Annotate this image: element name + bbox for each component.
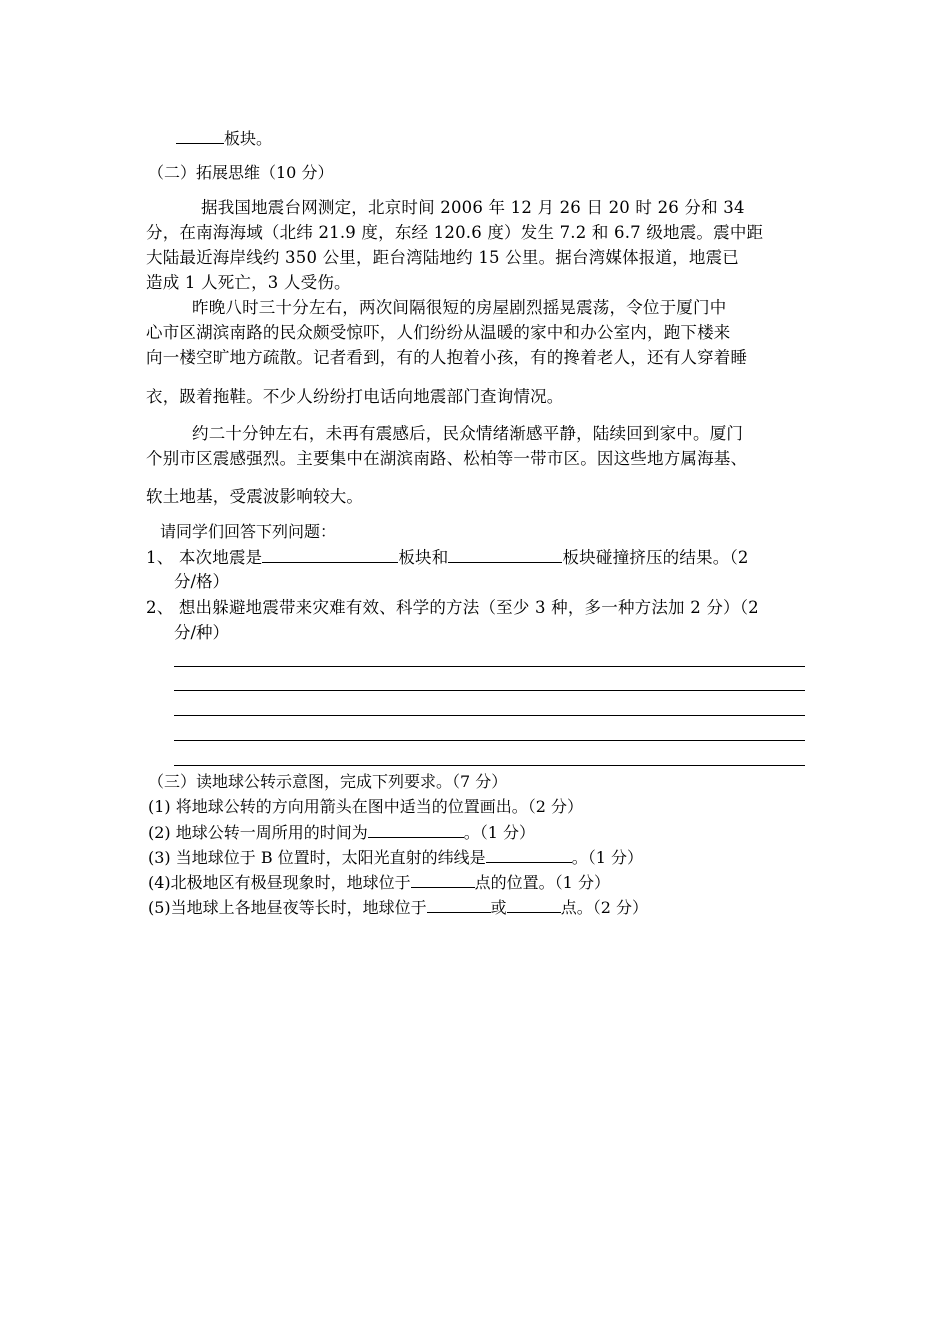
answer-prompt: 请同学们回答下列问题： <box>160 522 337 541</box>
para2-line-4: 衣，趿着拖鞋。不少人纷纷打电话向地震部门查询情况。 <box>146 387 564 406</box>
section3-q5-suffix: 点。（2 分） <box>560 898 648 917</box>
section3-question-5 <box>148 897 648 918</box>
section3-question-3 <box>148 847 643 868</box>
section3-q4-text: (4)北极地区有极昼现象时，地球位于 <box>148 873 411 892</box>
section3-q3-text: (3) 当地球位于 B 位置时，太阳光直射的纬线是 <box>148 848 486 867</box>
section3-q2-suffix: 。（1 分） <box>463 823 536 842</box>
para1-line-1: 据我国地震台网测定，北京时间 2006 年 12 月 26 日 20 时 26 分和 34 <box>201 198 745 217</box>
question-1-text-a: 本次地震是 <box>178 548 263 567</box>
para2-line-1: 昨晚八时三十分左右，两次间隔很短的房屋剧烈摇晃震荡，令位于厦门中 <box>192 298 727 317</box>
section3-q2-blank[interactable] <box>368 822 464 838</box>
part1-tail-line <box>176 128 272 149</box>
question-2-number: 2、 <box>146 598 174 617</box>
para2-line-3: 向一楼空旷地方疏散。记者看到，有的人抱着小孩，有的搀着老人，还有人穿着睡 <box>146 348 748 367</box>
section3-q5-blank-2[interactable] <box>507 897 561 913</box>
section3-q5-blank-1[interactable] <box>427 897 491 913</box>
answer-line-3[interactable] <box>174 715 805 716</box>
question-1-text-c: 板块碰撞挤压的结果。（2 <box>562 548 749 567</box>
section3-q4-blank[interactable] <box>411 872 475 888</box>
answer-line-2[interactable] <box>174 690 805 691</box>
question-2 <box>146 598 759 618</box>
section3-q3-suffix: 。（1 分） <box>571 848 643 867</box>
section3-q5-text: (5)当地球上各地昼夜等长时，地球位于 <box>148 898 427 917</box>
para3-line-2: 个别市区震感强烈。主要集中在湖滨南路、松柏等一带市区。因这些地方属海基、 <box>146 449 748 468</box>
question-1-continuation: 分/格） <box>174 572 230 591</box>
answer-line-5[interactable] <box>174 765 805 766</box>
question-1-text-b: 板块和 <box>398 548 449 567</box>
question-1-blank-2[interactable] <box>448 547 562 563</box>
section3-q2-text: (2) 地球公转一周所用的时间为 <box>148 823 368 842</box>
question-1-blank-1[interactable] <box>262 547 398 563</box>
question-1-number: 1、 <box>146 548 174 567</box>
para1-line-4: 造成 1 人死亡，3 人受伤。 <box>146 273 351 292</box>
section3-q4-suffix: 点的位置。（1 分） <box>474 873 610 892</box>
para1-line-2: 分，在南海海域（北纬 21.9 度，东经 120.6 度）发生 7.2 和 6.7 级地震。震中距 <box>146 223 764 242</box>
section3-heading: （三）读地球公转示意图，完成下列要求。（7 分） <box>148 772 508 791</box>
section3-q3-blank[interactable] <box>486 847 572 863</box>
para3-line-1: 约二十分钟左右，未再有震感后，民众情绪渐感平静，陆续回到家中。厦门 <box>192 424 744 443</box>
para3-line-3: 软土地基，受震波影响较大。 <box>146 487 364 506</box>
answer-line-4[interactable] <box>174 740 805 741</box>
question-1 <box>146 547 749 568</box>
answer-blank[interactable] <box>176 128 224 144</box>
question-2-text: 想出躲避地震带来灾难有效、科学的方法（至少 3 种，多一种方法加 2 分）（2 <box>178 598 759 617</box>
answer-line-1[interactable] <box>174 666 805 667</box>
para2-line-2: 心市区湖滨南路的民众颇受惊吓，人们纷纷从温暖的家中和办公室内，跑下楼来 <box>146 323 731 342</box>
section3-q5-middle: 或 <box>490 898 507 917</box>
para1-line-3: 大陆最近海岸线约 350 公里，距台湾陆地约 15 公里。据台湾媒体报道，地震已 <box>146 248 739 267</box>
question-2-continuation: 分/种） <box>174 623 230 642</box>
section3-question-1: (1) 将地球公转的方向用箭头在图中适当的位置画出。（2 分） <box>148 797 584 816</box>
section3-question-2 <box>148 822 535 843</box>
section3-question-4 <box>148 872 610 893</box>
part1-tail-suffix: 板块。 <box>224 129 273 148</box>
section2-heading: （二）拓展思维（10 分） <box>148 163 334 182</box>
